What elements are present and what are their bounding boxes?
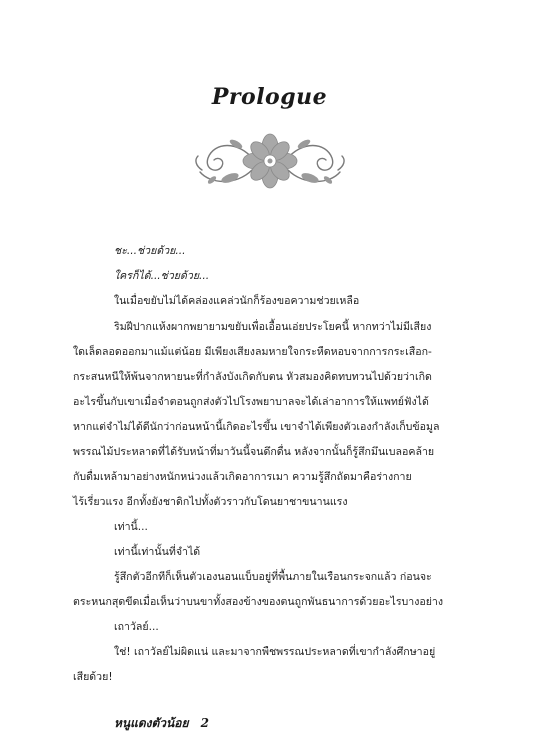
text-line: อะไรขึ้นกับเขาเมื่อจำตอนถูกส่งตัวไปโรงพยาบาลจะได้เล่าอาการให้แพทย์ฟังได้ (73, 396, 429, 408)
text-line: ชะ...ช่วยด้วย... (114, 245, 186, 257)
text-line: รู้สึกตัวอีกทีก็เห็นตัวเองนอนแบ็บอยู่ที่พื้นภายในเรือนกระจกแล้ว ก่อนจะ (114, 571, 432, 583)
text-line: เท่านี้เท่านั้นที่จำได้ (114, 546, 201, 558)
chapter-title: Prologue (211, 84, 328, 110)
text-line: เท่านี้... (114, 521, 148, 533)
page-footer (114, 714, 209, 733)
flower-ornament-icon (192, 120, 348, 202)
text-line: ในเมื่อขยับไม่ได้คล่องแคล่วนักก็ร้องขอความช่วยเหลือ (114, 295, 360, 307)
text-line: พรรณไม้ประหลาดที่ได้รับหน้าที่มาวันนี้จนดึกดื่น หลังจากนั้นก็รู้สึกมึนเบลอคล้าย (73, 446, 435, 458)
text-line: เถาวัลย์... (114, 621, 159, 633)
text-line: กับดื่มเหล้ามาอย่างหนักหน่วงแล้วเกิดอาการเมา ความรู้สึกถัดมาคือร่างกาย (73, 471, 412, 483)
text-line: หากแต่จำไม่ได้ดีนักว่าก่อนหน้านี้เกิดอะไรขึ้น เขาจำได้เพียงตัวเองกำลังเก็บข้อมูล (73, 421, 440, 433)
text-line: ใช่! เถาวัลย์ไม่ผิดแน่ และมาจากพืชพรรณประหลาดที่เขากำลังศึกษาอยู่ (114, 646, 436, 658)
footer-book-title: หนูแดงตัวน้อย (114, 716, 189, 730)
text-line: ไร้เรี่ยวแรง อีกทั้งยังชาดิกไปทั้งตัวราวกับโดนยาชาขนานแรง (73, 496, 348, 508)
text-line: ใดเล็ดลอดออกมาแม้แต่น้อย มีเพียงเสียงลมหายใจกระหืดหอบจากการกระเสือก- (73, 346, 432, 358)
text-line: ใครก็ได้...ช่วยด้วย... (114, 270, 210, 282)
text-line: กระสนหนีให้พ้นจากหายนะที่กำลังบังเกิดกับตน หัวสมองคิดทบทวนไปด้วยว่าเกิด (73, 371, 432, 383)
text-line: ตระหนกสุดขีดเมื่อเห็นว่าบนขาทั้งสองข้างของตนถูกพันธนาการด้วยอะไรบางอย่าง (73, 596, 444, 608)
text-line: ริมฝีปากแห้งผากพยายามขยับเพื่อเอื้อนเอ่ยประโยคนี้ หากทว่าไม่มีเสียง (114, 321, 432, 333)
page-number: 2 (200, 716, 210, 730)
text-line: เสียด้วย! (73, 671, 113, 683)
